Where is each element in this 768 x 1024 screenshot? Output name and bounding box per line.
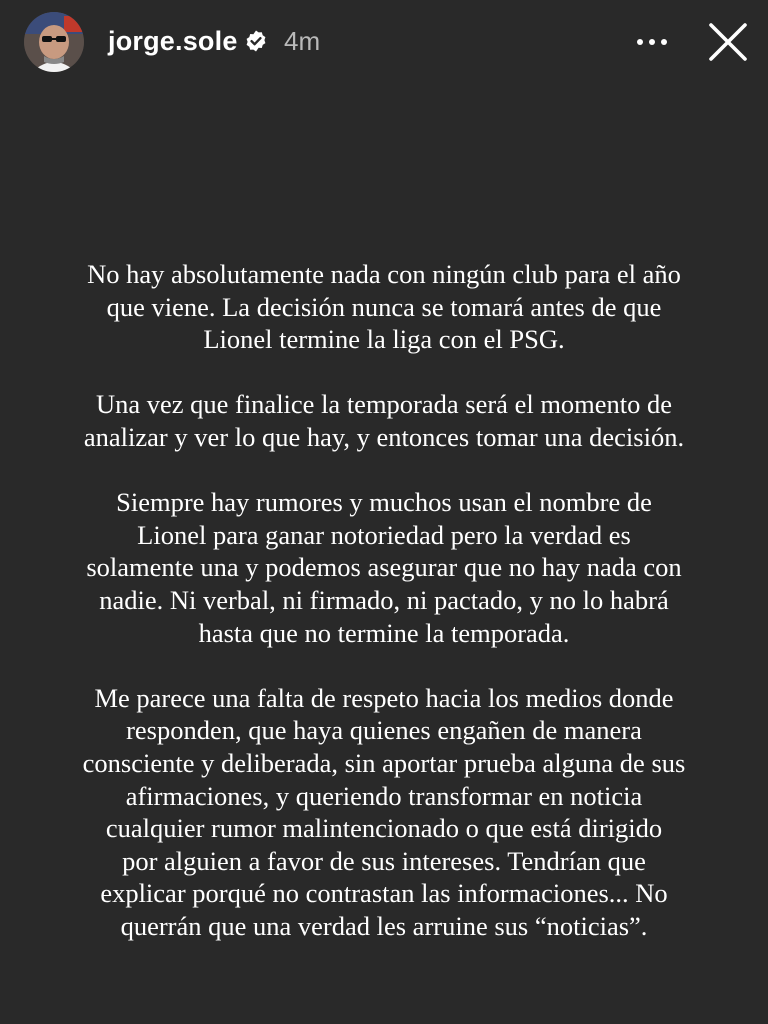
avatar[interactable] bbox=[24, 12, 84, 72]
close-icon[interactable] bbox=[704, 18, 752, 66]
verified-badge-icon bbox=[244, 29, 268, 53]
username[interactable]: jorge.sole bbox=[108, 26, 238, 56]
avatar-image bbox=[24, 12, 84, 72]
story-paragraph-4: Me parece una falta de respeto hacia los medios donde responden, que haya quienes engañen de manera consciente y deliberada, sin aportar prueba alguna de sus afirmaciones, y queriendo transformar en noticia cualquier rumor malintencionado o que está dirigido por alguien a favor de sus intereses. Tendrían que explicar porqué no contrastan las informaciones... No querrán que una verdad les arruine sus “noticias”. bbox=[82, 682, 686, 941]
time-ago: 4m bbox=[284, 26, 321, 56]
more-horizontal-icon[interactable] bbox=[632, 24, 672, 60]
story-text bbox=[30, 258, 738, 942]
story-paragraph-3: Siempre hay rumores y muchos usan el nombre de Lionel para ganar notoriedad pero la verdad es solamente una y podemos asegurar que no hay nada con nadie. Ni verbal, ni firmado, ni pactado, y no lo habrá hasta que no termine la temporada. bbox=[86, 487, 682, 648]
story-paragraph-1: No hay absolutamente nada con ningún club para el año que viene. La decisión nunca se tomará antes de que Lionel termine la liga con el PSG. bbox=[87, 259, 681, 355]
story-paragraph-2: Una vez que finalice la temporada será el momento de analizar y ver lo que hay, y entonces tomar una decisión. bbox=[83, 389, 685, 452]
story-header bbox=[0, 0, 768, 84]
